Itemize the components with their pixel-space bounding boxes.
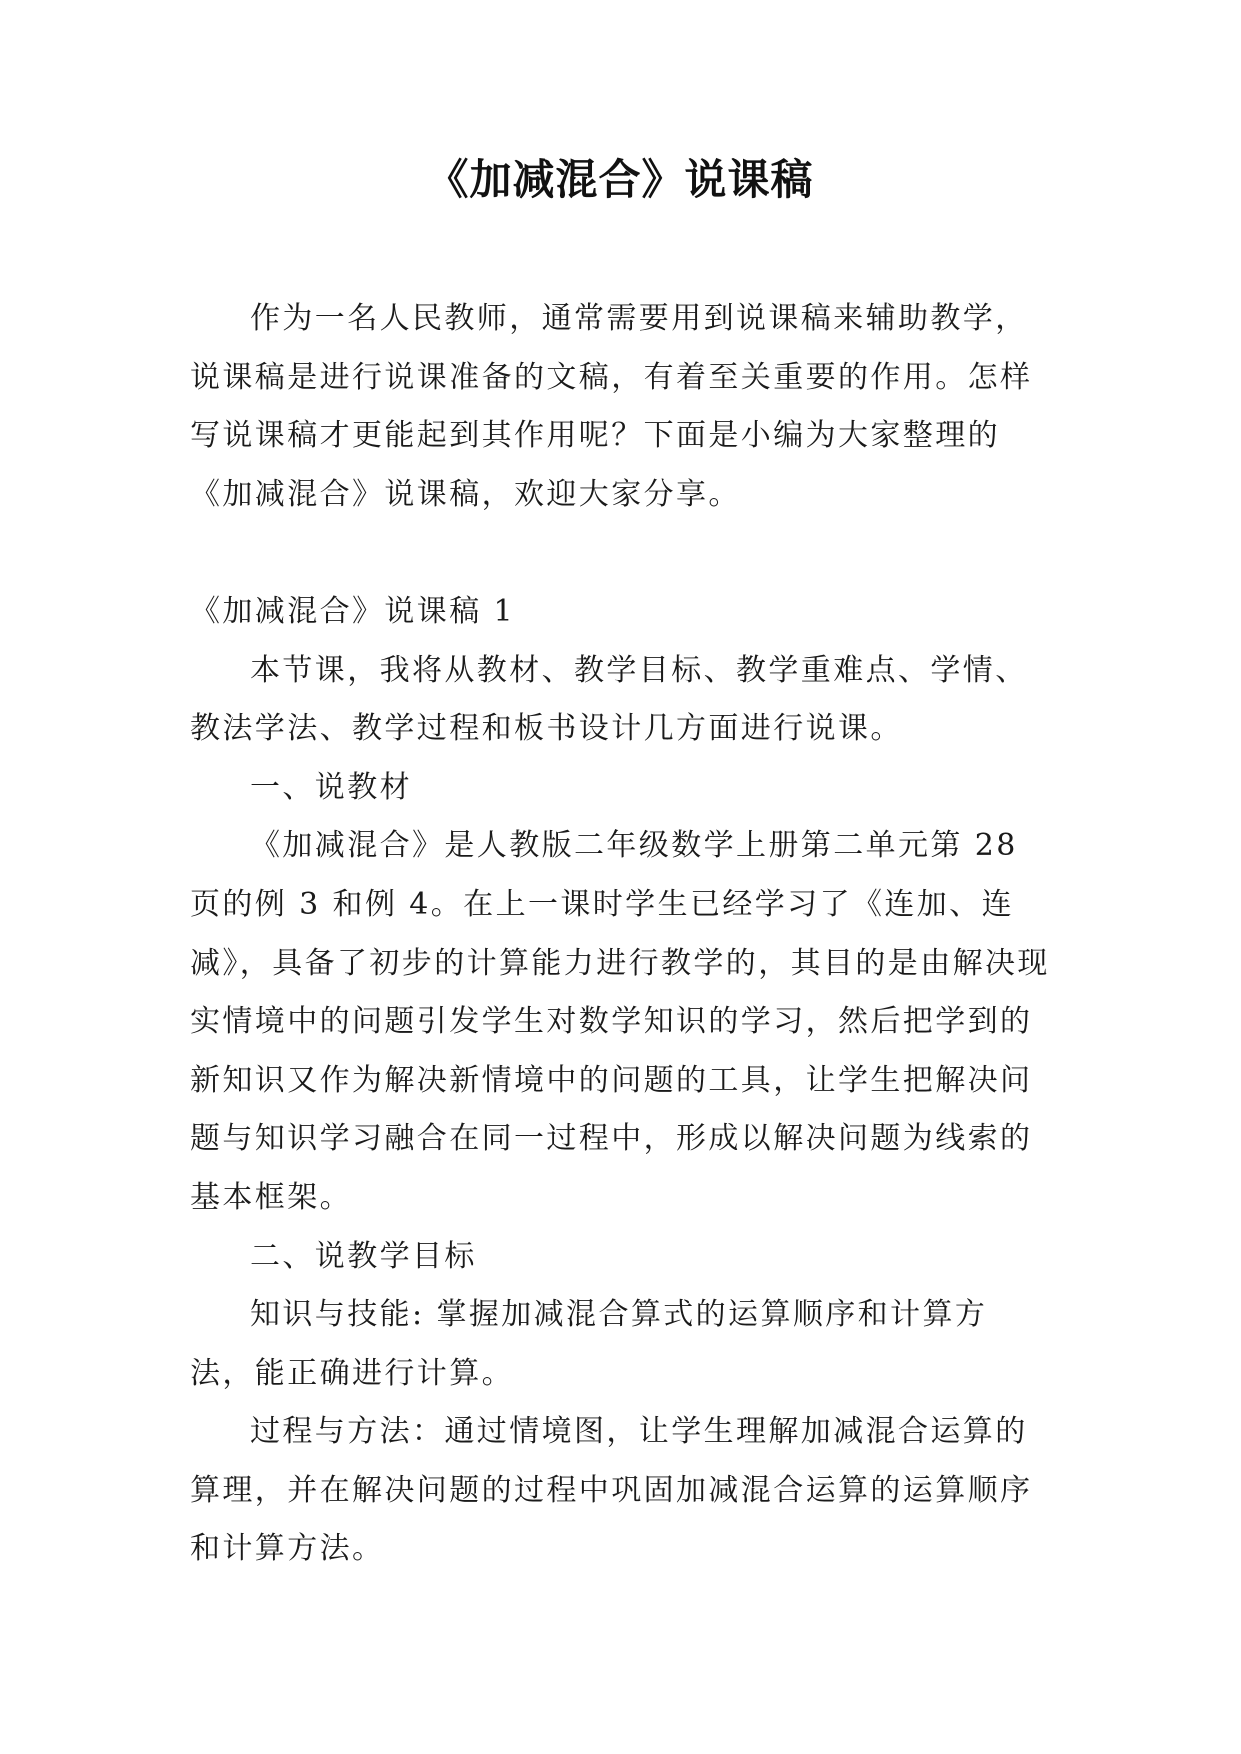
- part2-heading: 二、说教学目标: [250, 1238, 477, 1274]
- document-title: 《加减混合》说课稿: [426, 155, 814, 204]
- section-heading: 《加减混合》说课稿 1: [190, 593, 516, 629]
- intro-paragraph: 作为一名人民教师，通常需要用到说课稿来辅助教学，说课稿是进行说课准备的文稿，有着至关重要的作用。怎样写说课稿才更能起到其作用呢？下面是小编为大家整理的《加减混合》说课稿，欢迎大家分享。: [190, 301, 1033, 512]
- part1-heading: 一、说教材: [250, 769, 412, 805]
- overview-paragraph: 本节课，我将从教材、教学目标、教学重难点、学情、教法学法、教学过程和板书设计几方面进行说课。: [190, 652, 1028, 747]
- document-body: [190, 290, 1052, 1579]
- paragraph-spacer: [190, 524, 1052, 583]
- textbook-paragraph: 《加减混合》是人教版二年级数学上册第二单元第 28 页的例 3 和例 4。在上一课时学生已经学习了《连加、连减》，具备了初步的计算能力进行教学的，其目的是由解决现实情境中的问题引发学生对数学知识的学习，然后把学到的新知识又作为解决新情境中的问题的工具，让学生把解决问题与知识学习融合在同一过程中，形成以解决问题为线索的基本框架。: [190, 828, 1050, 1215]
- process-goal-paragraph: 过程与方法：通过情境图，让学生理解加减混合运算的算理，并在解决问题的过程中巩固加减混合运算的运算顺序和计算方法。: [190, 1414, 1033, 1567]
- knowledge-goal-paragraph: 知识与技能: 掌握加减混合算式的运算顺序和计算方法，能正确进行计算。: [190, 1297, 988, 1391]
